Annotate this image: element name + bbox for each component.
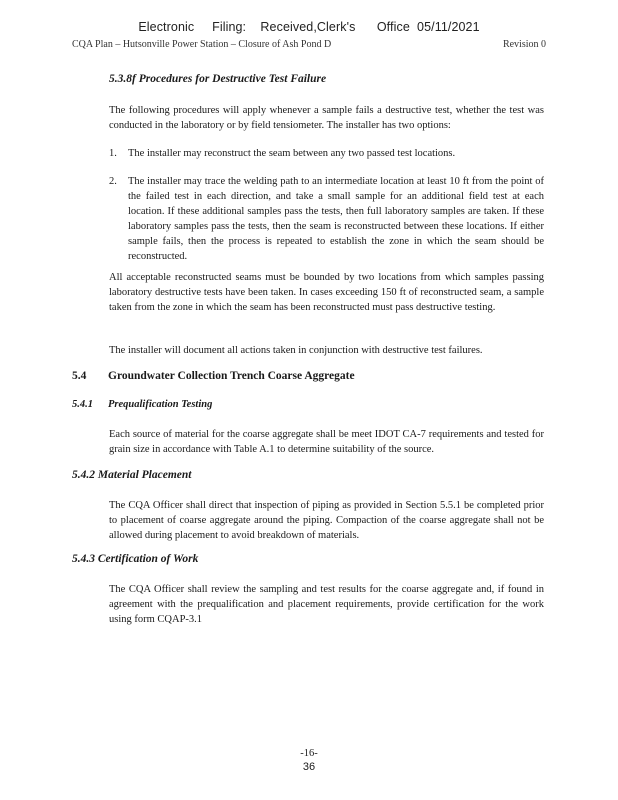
section-538-intro: The following procedures will apply whenever a sample fails a destructive test, whether the test was conducted in the laboratory or by field tensiometer. The installer has two options: bbox=[109, 105, 544, 131]
section-538-para-2: All acceptable reconstructed seams must be bounded by two locations from which samples passing laboratory destructive tests have been taken. In cases exceeding 150 ft of reconstructed seam, a sample taken from the zone in which the seam has been reconstructed must pass destructive testing. bbox=[109, 272, 544, 313]
section-54-number: 5.4 bbox=[72, 370, 87, 382]
section-542-text: The CQA Officer shall direct that inspection of piping as provided in Section 5.5.1 be completed prior to placement of coarse aggregate around the piping. Compaction of the coarse aggregate shall not be allowed during placement to avoid breakdown of materials. bbox=[109, 500, 544, 541]
section-538-title: 5.3.8f Procedures for Destructive Test Failure bbox=[109, 73, 327, 85]
list-item-2-number: 2. bbox=[109, 176, 117, 187]
section-542-title: 5.4.2 Material Placement bbox=[72, 469, 192, 481]
section-541-title: Prequalification Testing bbox=[108, 399, 213, 410]
list-item-2-text: The installer may trace the welding path to an intermediate location at least 10 ft from the point of the failed test in each direction, and take a small sample for an additional field test at each location. If these additional samples pass the tests, then full laboratory samples are taken. If these laboratory samples pass the tests, then the seam is reconstructed between these locations. If either sample fails, then the process is repeated to establish the zone in which the seam should be reconstructed. bbox=[128, 176, 544, 262]
list-item-1-text: The installer may reconstruct the seam between any two passed test locations. bbox=[128, 148, 456, 159]
section-541-heading bbox=[72, 399, 212, 410]
section-543-text: The CQA Officer shall review the sampling and test results for the coarse aggregate and, if found in agreement with the prequalification and placement requirements, provide certification for the work using form CQAP-3.1 bbox=[109, 584, 544, 625]
running-header-right: Revision 0 bbox=[502, 39, 546, 50]
running-header-left: CQA Plan – Hutsonville Power Station – Closure of Ash Pond D bbox=[72, 39, 332, 50]
section-543-title: 5.4.3 Certification of Work bbox=[72, 553, 199, 565]
filing-stamp: Electronic Filing: Received,Clerk's Office 05/11/2021 bbox=[138, 20, 480, 34]
section-541-number: 5.4.1 bbox=[72, 399, 93, 410]
page-number: -16- bbox=[300, 748, 318, 759]
section-538-para-3: The installer will document all actions taken in conjunction with destructive test failures. bbox=[109, 345, 483, 356]
pdf-page-number: 36 bbox=[302, 761, 316, 773]
section-54-title: Groundwater Collection Trench Coarse Aggregate bbox=[108, 370, 355, 382]
section-54-heading bbox=[72, 370, 355, 382]
section-541-text: Each source of material for the coarse aggregate shall be meet IDOT CA-7 requirements and tested for grain size in accordance with Table A.1 to determine suitability of the source. bbox=[109, 429, 544, 455]
list-item-1-number: 1. bbox=[109, 148, 117, 159]
